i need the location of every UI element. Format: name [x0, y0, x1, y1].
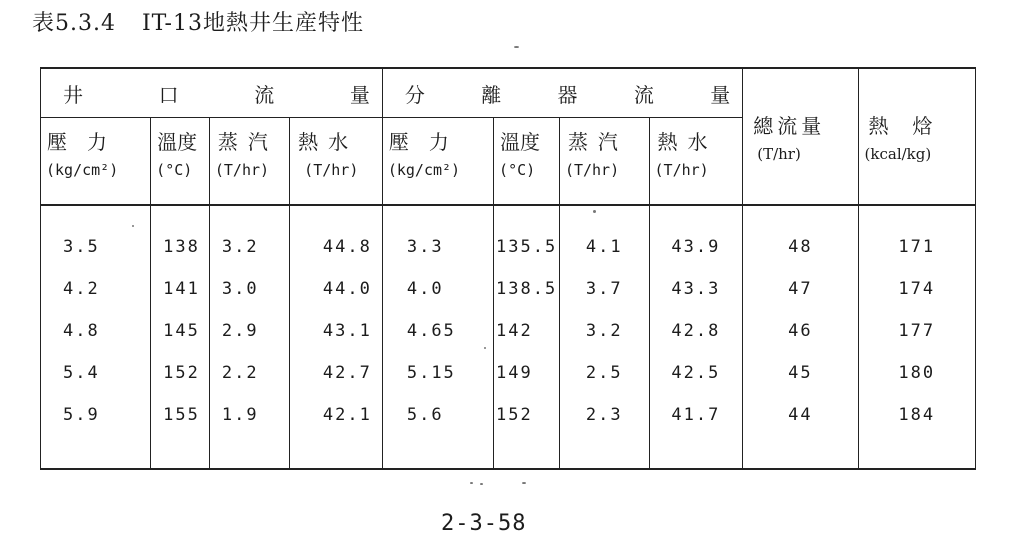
group-header-row	[41, 68, 976, 118]
separator-steam-header	[559, 118, 649, 206]
separator-hot-water-header	[649, 118, 743, 206]
column-unit: (T/hr)	[304, 161, 359, 179]
wellhead-pressure-header	[41, 118, 151, 206]
total-flow-label: 總流量	[753, 114, 826, 138]
wellhead-steam-cell: 3.0	[209, 268, 289, 310]
column-unit: (T/hr)	[214, 161, 270, 179]
table-row	[41, 352, 976, 394]
column-unit: (T/hr)	[564, 161, 620, 179]
wellhead-pressure-cell: 4.8	[41, 310, 151, 352]
column-label: 溫度	[157, 130, 198, 154]
column-label: 壓 力	[388, 130, 449, 154]
wellhead-steam-cell: 3.2	[209, 226, 289, 268]
separator-steam-cell: 2.5	[559, 352, 649, 394]
wellhead-temperature-cell: 152	[151, 352, 210, 394]
scan-speck	[514, 46, 519, 48]
separator-steam-cell: 4.1	[559, 226, 649, 268]
separator-temperature-cell: 138.5	[494, 268, 560, 310]
enthalpy-unit: (kcal/kg)	[864, 145, 932, 163]
scan-speck	[484, 347, 486, 349]
production-characteristics-table	[40, 67, 976, 470]
separator-temperature-header	[494, 118, 560, 206]
group-char: 流	[254, 82, 275, 107]
separator-hot-water-cell: 42.5	[649, 352, 743, 394]
wellhead-hot-water-cell: 42.1	[290, 394, 383, 436]
wellhead-steam-cell: 1.9	[209, 394, 289, 436]
enthalpy-cell: 180	[858, 352, 975, 394]
column-label: 蒸汽	[567, 130, 628, 154]
wellhead-temperature-header	[151, 118, 210, 206]
separator-flow-group-header	[382, 68, 742, 118]
page-number: 2-3-58	[441, 511, 527, 536]
wellhead-pressure-cell: 4.2	[41, 268, 151, 310]
group-char: 流	[633, 82, 654, 107]
wellhead-hot-water-cell: 43.1	[290, 310, 383, 352]
total-flow-cell: 44	[743, 394, 858, 436]
wellhead-steam-header	[209, 118, 289, 206]
enthalpy-cell: 174	[858, 268, 975, 310]
enthalpy-cell: 177	[858, 310, 975, 352]
separator-pressure-cell: 4.65	[382, 310, 493, 352]
wellhead-hot-water-cell: 42.7	[290, 352, 383, 394]
column-unit: (kg/cm²)	[46, 161, 119, 179]
table-caption	[32, 6, 364, 37]
group-char: 井	[63, 82, 83, 107]
table-row	[41, 268, 976, 310]
total-flow-unit: (T/hr)	[757, 145, 801, 163]
separator-pressure-cell: 5.6	[382, 394, 493, 436]
wellhead-temperature-cell: 138	[151, 226, 210, 268]
total-flow-header	[743, 68, 858, 205]
scan-speck	[522, 482, 526, 484]
wellhead-hot-water-cell: 44.8	[290, 226, 383, 268]
separator-temperature-cell: 149	[494, 352, 560, 394]
separator-steam-cell: 3.2	[559, 310, 649, 352]
separator-steam-cell: 3.7	[559, 268, 649, 310]
group-char: 分	[404, 82, 425, 107]
wellhead-steam-cell: 2.9	[209, 310, 289, 352]
column-label: 溫度	[500, 130, 541, 154]
separator-pressure-cell: 5.15	[382, 352, 493, 394]
separator-temperature-cell: 142	[494, 310, 560, 352]
separator-pressure-header	[382, 118, 493, 206]
separator-temperature-cell: 135.5	[494, 226, 560, 268]
total-flow-cell: 48	[743, 226, 858, 268]
scan-speck	[480, 483, 483, 485]
column-unit: (°C)	[499, 161, 536, 179]
wellhead-pressure-cell: 5.4	[41, 352, 151, 394]
wellhead-temperature-cell: 141	[151, 268, 210, 310]
wellhead-temperature-cell: 155	[151, 394, 210, 436]
separator-hot-water-cell: 43.3	[649, 268, 743, 310]
separator-hot-water-cell: 42.8	[649, 310, 743, 352]
separator-temperature-cell: 152	[494, 394, 560, 436]
column-unit: (°C)	[156, 161, 193, 179]
table-body	[41, 205, 976, 469]
wellhead-temperature-cell: 145	[151, 310, 210, 352]
total-flow-cell: 45	[743, 352, 858, 394]
wellhead-steam-cell: 2.2	[209, 352, 289, 394]
column-unit: (kg/cm²)	[387, 161, 461, 179]
separator-hot-water-cell: 43.9	[649, 226, 743, 268]
enthalpy-cell: 171	[858, 226, 975, 268]
table-row	[41, 310, 976, 352]
spacer-row	[41, 205, 976, 226]
group-char: 器	[557, 82, 578, 107]
column-unit: (T/hr)	[654, 161, 709, 179]
wellhead-hot-water-cell: 44.0	[290, 268, 383, 310]
column-label: 熱水	[298, 130, 359, 154]
total-flow-cell: 46	[743, 310, 858, 352]
separator-pressure-cell: 3.3	[382, 226, 493, 268]
column-label: 蒸汽	[217, 130, 278, 154]
wellhead-pressure-cell: 3.5	[41, 226, 151, 268]
spacer-row	[41, 436, 976, 469]
table-row	[41, 226, 976, 268]
wellhead-flow-group-header	[41, 68, 383, 118]
wellhead-pressure-cell: 5.9	[41, 394, 151, 436]
group-char: 量	[710, 82, 731, 107]
separator-steam-cell: 2.3	[559, 394, 649, 436]
group-char: 量	[349, 82, 370, 107]
table-row	[41, 394, 976, 436]
separator-pressure-cell: 4.0	[382, 268, 493, 310]
column-label: 熱水	[657, 130, 718, 154]
enthalpy-header	[858, 68, 975, 205]
scan-speck	[132, 225, 134, 227]
scan-speck	[470, 482, 473, 484]
column-label: 壓 力	[47, 130, 107, 154]
group-char: 口	[158, 82, 179, 107]
wellhead-hot-water-header	[290, 118, 383, 206]
table-number: 表5.3.4	[32, 11, 116, 36]
total-flow-cell: 47	[743, 268, 858, 310]
enthalpy-cell: 184	[858, 394, 975, 436]
enthalpy-label: 熱 焓	[868, 114, 935, 138]
group-char: 離	[481, 82, 502, 107]
separator-hot-water-cell: 41.7	[649, 394, 743, 436]
scan-speck	[593, 210, 596, 213]
table-title: IT-13地熱井生産特性	[141, 11, 364, 36]
